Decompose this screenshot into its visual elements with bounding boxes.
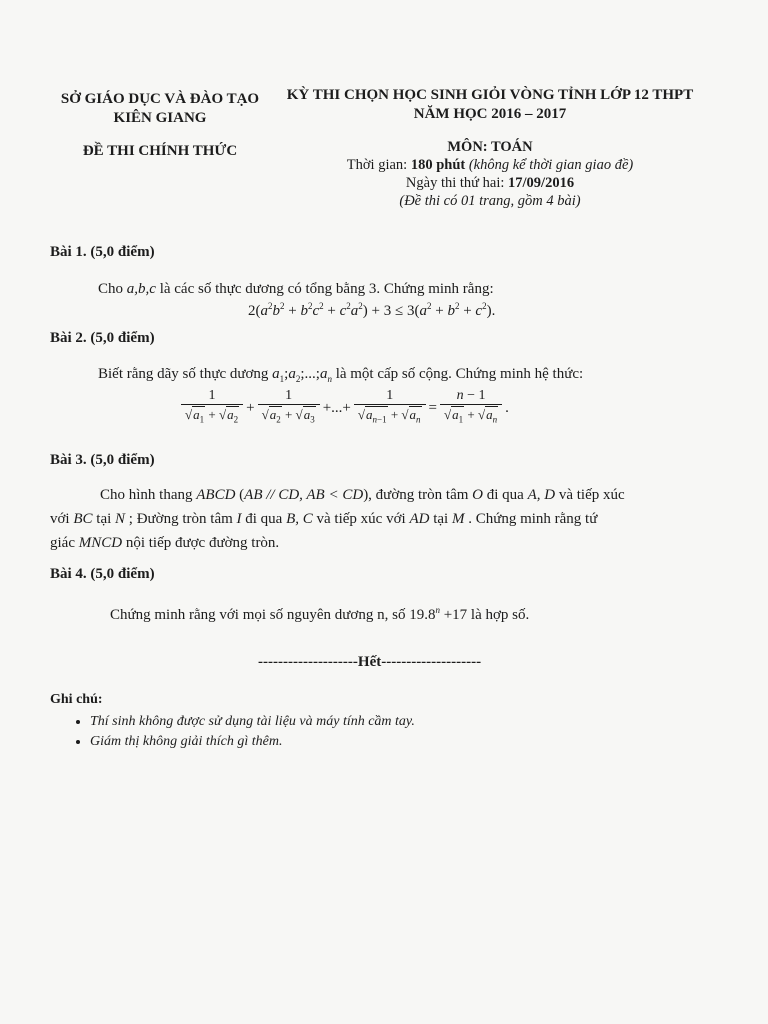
note-item: • Thí sinh không được sử dụng tài liệu và máy tính cầm tay. <box>90 712 415 732</box>
problem-2-text-pre: Biết rằng dãy số thực dương <box>98 366 273 382</box>
problem-2-sequence: $a_1;a_2;...;a_n$ <box>272 366 332 384</box>
time-value: 180 phút <box>410 157 466 173</box>
problem-2-text <box>98 362 583 391</box>
subject: MÔN: TOÁN <box>447 139 533 155</box>
notes-title: Ghi chú: <box>50 692 103 707</box>
problem-1-heading: Bài 1. (5,0 điểm) <box>50 244 155 260</box>
department-name: SỞ GIÁO DỤC VÀ ĐÀO TẠO <box>60 91 260 107</box>
official-label: ĐỀ THI CHÍNH THỨC <box>82 143 238 159</box>
end-mark: --------------------Hết-------------------- <box>258 654 482 670</box>
problem-3-line-1: Cho hình thang ABCD (AB // CD, AB < CD), đường tròn tâm O đi qua A, D và tiếp xúc <box>100 487 625 503</box>
note-item: • Giám thị không giải thích gì thêm. <box>90 732 415 752</box>
province-name: KIÊN GIANG <box>113 110 207 126</box>
problem-4-text-post: là hợp số. <box>467 607 530 623</box>
problem-1-text <box>98 277 494 301</box>
problem-3-line-2: với BC tại N ; Đường tròn tâm I đi qua B, C và tiếp xúc với AD tại M . Chứng minh rằng tứ <box>50 511 598 527</box>
problem-3-heading: Bài 3. (5,0 điểm) <box>50 452 155 468</box>
notes-list <box>50 712 415 752</box>
problem-1-inequality: $2(a^2b^2 + b^2c^2 + c^2a^2) + 3 \le 3(a^2 + b^2 + c^2)$. <box>248 301 496 319</box>
school-year: NĂM HỌC 2016 – 2017 <box>413 106 567 122</box>
time-line <box>290 156 690 174</box>
date-label: Ngày thi thứ hai: <box>405 175 509 191</box>
notes-block <box>50 690 415 752</box>
problem-2-text-post: là một cấp số cộng. Chứng minh hệ thức: <box>331 366 584 382</box>
department-block <box>40 90 280 128</box>
problem-4-exponent: n <box>435 605 440 615</box>
problem-1-vars: a,b,c <box>126 281 156 297</box>
problem-4-text-pre: Chứng minh rằng với mọi số nguyên dương n, số <box>110 607 410 623</box>
exam-title: KỲ THI CHỌN HỌC SINH GIỎI VÒNG TỈNH LỚP 12 THPT <box>286 87 694 103</box>
exam-title-block <box>270 86 710 124</box>
time-note: (không kể thời gian giao đề) <box>468 157 634 173</box>
exam-info-block <box>290 138 690 210</box>
time-label: Thời gian: <box>346 157 411 173</box>
problem-4-text <box>110 598 529 627</box>
problem-3-line-3: giác MNCD nội tiếp được đường tròn. <box>50 535 280 551</box>
problem-3-text <box>50 483 700 555</box>
problem-2-identity: $\frac{1}{√a_1 + √a_2}$ + $\frac{1}{√a_2 + √a_3}$ +...+ $\frac{1}{√a_{n-1} + √a_n}$ = $\frac{n - 1}{√a_1 + √a_n}$ . <box>178 388 509 429</box>
problem-4-expr: 19.8 <box>409 607 436 623</box>
problem-4-expr-post: +17 <box>439 607 468 623</box>
problem-2-heading: Bài 2. (5,0 điểm) <box>50 330 155 346</box>
problem-1-text-post: là các số thực dương có tổng bằng 3. Chứng minh rằng: <box>155 281 494 297</box>
date-value: 17/09/2016 <box>508 175 575 191</box>
problem-4-heading: Bài 4. (5,0 điểm) <box>50 566 155 582</box>
problem-1-text-pre: Cho <box>98 281 127 297</box>
date-line <box>290 174 690 192</box>
pages-note: (Đề thi có 01 trang, gồm 4 bài) <box>399 193 581 209</box>
